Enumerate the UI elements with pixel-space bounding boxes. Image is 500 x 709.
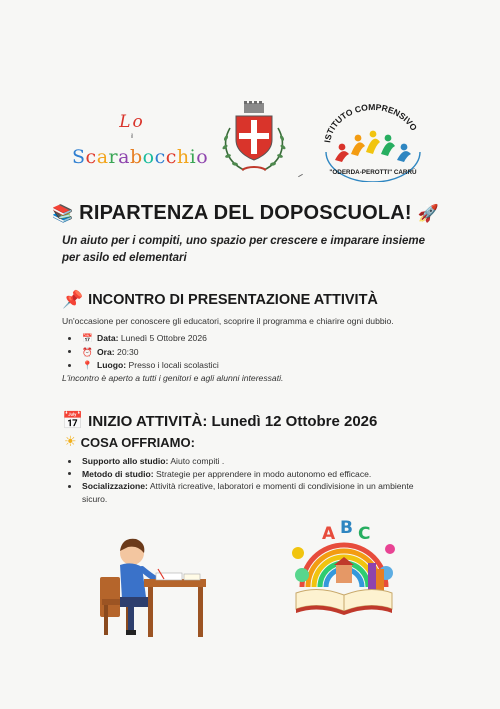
municipal-crest-icon (218, 100, 290, 180)
detail-label: Data: (96, 333, 119, 343)
title-row (52, 202, 452, 225)
offer-list (62, 455, 422, 505)
inizio-heading-text: INIZIO ATTIVITÀ: Lunedì 12 Ottobre 2026 (88, 412, 378, 430)
calendar-icon: 📅 (82, 334, 93, 344)
offer-label: Supporto allo studio: (82, 456, 169, 466)
books-icon: 📚 (52, 203, 74, 224)
incontro-note: L'incontro è aperto a tutti i genitori e agli alunni interessati. (62, 373, 284, 383)
school-bottom-text: "ODERDA-PEROTTI" CARRÙ (329, 169, 417, 176)
list-item (62, 480, 422, 505)
offer-value: Strategie per apprendere in modo autonomo ed efficace. (156, 468, 372, 479)
sun-icon: ☀ (64, 434, 77, 450)
svg-text:A: A (322, 524, 336, 544)
svg-text:B: B (340, 518, 353, 538)
page-title: RIPARTENZA DEL DOPOSCUOLA! (79, 202, 412, 224)
detail-value: Presso i locali scolastici (128, 360, 219, 370)
school-arc-text: ISTITUTO COMPRENSIVO (322, 102, 420, 144)
detail-value: 20:30 (117, 346, 139, 357)
incontro-intro: Un'occasione per conoscere gli educatori, scoprire il programma e chiarire ogni dubbio. (62, 316, 394, 326)
page-subtitle: Un aiuto per i compiti, uno spazio per crescere e imparare insieme per asilo ed elementari (62, 235, 426, 264)
school-logo-icon (318, 102, 428, 182)
detail-label: Ora: (96, 346, 115, 357)
logo-il-text: il (130, 134, 134, 140)
rocket-icon: 🚀 (417, 203, 439, 224)
alphabet-book-illustration (288, 513, 400, 621)
incontro-heading (62, 290, 378, 310)
detail-label: Luogo: (96, 360, 127, 370)
location-pin-icon: 📍 (82, 361, 93, 371)
list-item (62, 455, 422, 468)
list-item (62, 346, 219, 360)
pushpin-icon: 📌 (62, 290, 84, 310)
logo-scarabocchio-text: Scarabocchio (72, 146, 209, 168)
svg-text:C: C (358, 524, 371, 544)
offer-value: Attività ricreative, laboratori e momenti di condivisione in un ambiente sicuro. (82, 481, 414, 504)
list-item (62, 332, 219, 346)
scarabocchio-logo (72, 112, 209, 168)
offer-heading-text: COSA OFFRIAMO: (80, 434, 195, 450)
calendar-icon: 📅 (62, 411, 84, 431)
inizio-heading (62, 411, 377, 431)
logos-row (0, 100, 500, 190)
offer-heading (64, 434, 195, 450)
offer-label: Metodo di studio: (82, 468, 154, 479)
logo-lo-text: Lo (119, 112, 145, 132)
list-item (62, 359, 219, 373)
list-item (62, 468, 422, 481)
boy-studying-illustration (98, 535, 208, 640)
incontro-details (62, 332, 219, 373)
alarm-clock-icon: ⏰ (82, 347, 93, 358)
offer-label: Socializzazione: (82, 481, 148, 491)
incontro-heading-text: INCONTRO DI PRESENTAZIONE ATTIVITÀ (88, 292, 378, 308)
scan-mark (298, 174, 303, 177)
offer-value: Aiuto compiti . (170, 456, 225, 466)
detail-value: Lunedì 5 Ottobre 2026 (120, 333, 207, 343)
